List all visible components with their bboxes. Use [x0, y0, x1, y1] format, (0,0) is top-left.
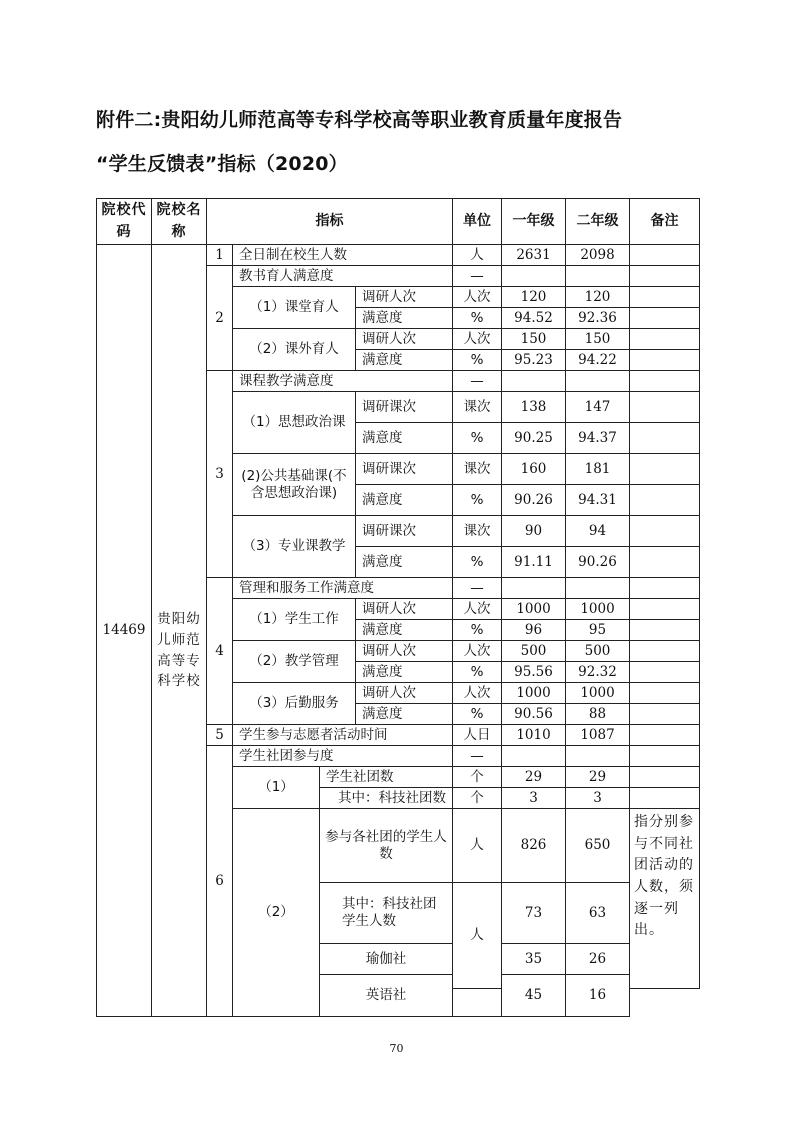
- year2-value: 3: [566, 788, 630, 809]
- year2-value: 500: [566, 641, 630, 662]
- year2-value: 90.26: [566, 547, 630, 578]
- metric-label: 调研人次: [356, 329, 453, 350]
- school-code: 14469: [97, 245, 152, 1017]
- unit-cell: 课次: [453, 392, 502, 423]
- year1-value: 90.26: [502, 485, 566, 516]
- year2-value: 63: [566, 883, 630, 944]
- metric-label: 满意度: [356, 620, 453, 641]
- year1-value: 150: [502, 329, 566, 350]
- metric-label: 调研课次: [356, 392, 453, 423]
- page-number: 70: [389, 1042, 404, 1055]
- table-row: [97, 245, 700, 266]
- unit-cell: —: [453, 266, 502, 287]
- year2-value: 29: [566, 767, 630, 788]
- section-number: 6: [207, 746, 233, 1017]
- year2-value: 1087: [566, 725, 630, 746]
- sub-indicator-label: （3）后勤服务: [233, 683, 356, 725]
- table-header-row: [97, 199, 700, 245]
- sub-indicator-label: （2）教学管理: [233, 641, 356, 683]
- year2-value: 92.36: [566, 308, 630, 329]
- year2-value: 1000: [566, 599, 630, 620]
- indicator-label: 学生社团参与度: [233, 746, 453, 767]
- year1-value: 160: [502, 454, 566, 485]
- year1-value: 2631: [502, 245, 566, 266]
- header-code: 院校代码: [97, 199, 152, 245]
- year1-value: 91.11: [502, 547, 566, 578]
- year1-value: 500: [502, 641, 566, 662]
- metric-label: 其中：科技社团数: [320, 788, 453, 809]
- unit-cell: —: [453, 746, 502, 767]
- metric-label: 其中：科技社团学生人数: [320, 883, 453, 944]
- sub-indicator-label: （1）学生工作: [233, 599, 356, 641]
- unit-cell: 人次: [453, 683, 502, 704]
- metric-label: 满意度: [356, 662, 453, 683]
- year2-value: 94: [566, 516, 630, 547]
- unit-cell: 个: [453, 767, 502, 788]
- metric-label: 英语社: [320, 975, 453, 1017]
- year2-value: 120: [566, 287, 630, 308]
- indicator-label: 学生参与志愿者活动时间: [233, 725, 453, 746]
- section-number: 2: [207, 266, 233, 371]
- year2-value: 650: [566, 809, 630, 883]
- metric-label: 调研课次: [356, 516, 453, 547]
- header-unit: 单位: [453, 199, 502, 245]
- year1-value: 35: [502, 944, 566, 975]
- year2-value: 94.31: [566, 485, 630, 516]
- year2-value: 150: [566, 329, 630, 350]
- metric-label: 满意度: [356, 350, 453, 371]
- metric-label: 调研人次: [356, 599, 453, 620]
- section-number: 4: [207, 578, 233, 725]
- indicator-label: 课程教学满意度: [233, 371, 453, 392]
- year1-value: 1000: [502, 683, 566, 704]
- header-year2: 二年级: [566, 199, 630, 245]
- remark-note: 指分别参与不同社团活动的人数，须逐一列出。: [630, 809, 700, 989]
- unit-cell: %: [453, 308, 502, 329]
- unit-cell: %: [453, 423, 502, 454]
- school-name: 贵阳幼儿师范高等专科学校: [152, 245, 207, 1017]
- sub-indicator-label: （1）思想政治课: [233, 392, 356, 454]
- sub-indicator-label: （1）课堂育人: [233, 287, 356, 329]
- unit-cell: 人: [453, 883, 502, 989]
- student-feedback-table: [96, 198, 700, 1017]
- sub-indicator-label: (2)公共基础课(不含思想政治课): [233, 454, 356, 516]
- header-remark: 备注: [630, 199, 700, 245]
- year1-value: 1010: [502, 725, 566, 746]
- report-subtitle: “学生反馈表”指标（2020）: [96, 153, 348, 175]
- sub-indicator-label: （3）专业课教学: [233, 516, 356, 578]
- unit-cell: 课次: [453, 516, 502, 547]
- year1-value: 90.25: [502, 423, 566, 454]
- unit-cell: 人: [453, 809, 502, 883]
- indicator-label: 全日制在校生人数: [233, 245, 453, 266]
- unit-cell: 人次: [453, 329, 502, 350]
- unit-cell: 课次: [453, 454, 502, 485]
- metric-label: 满意度: [356, 704, 453, 725]
- metric-label: 参与各社团的学生人数: [320, 809, 453, 883]
- header-indicator: 指标: [207, 199, 453, 245]
- year2-value: 26: [566, 944, 630, 975]
- unit-cell: %: [453, 547, 502, 578]
- year1-value: 90.56: [502, 704, 566, 725]
- section-number: 3: [207, 371, 233, 578]
- unit-cell: 人次: [453, 599, 502, 620]
- unit-cell: %: [453, 350, 502, 371]
- metric-label: 调研人次: [356, 641, 453, 662]
- unit-cell: —: [453, 578, 502, 599]
- sub-indicator-label: （1）: [233, 767, 320, 809]
- year1-value: 826: [502, 809, 566, 883]
- metric-label: 调研人次: [356, 287, 453, 308]
- unit-cell: %: [453, 485, 502, 516]
- year2-value: 1000: [566, 683, 630, 704]
- year2-value: 88: [566, 704, 630, 725]
- year1-value: 29: [502, 767, 566, 788]
- unit-cell: 个: [453, 788, 502, 809]
- metric-label: 满意度: [356, 423, 453, 454]
- year2-value: 92.32: [566, 662, 630, 683]
- indicator-label: 教书育人满意度: [233, 266, 453, 287]
- year2-value: 16: [566, 975, 630, 1017]
- metric-label: 满意度: [356, 547, 453, 578]
- remark-cell: [630, 245, 700, 266]
- year2-value: 95: [566, 620, 630, 641]
- section-number: 1: [207, 245, 233, 266]
- year1-value: 96: [502, 620, 566, 641]
- year1-value: 3: [502, 788, 566, 809]
- year1-value: 45: [502, 975, 566, 1017]
- unit-cell: %: [453, 704, 502, 725]
- metric-label: 满意度: [356, 308, 453, 329]
- sub-indicator-label: （2）课外育人: [233, 329, 356, 371]
- sub-indicator-label: （2）: [233, 809, 320, 1017]
- year2-value: 2098: [566, 245, 630, 266]
- metric-label: 瑜伽社: [320, 944, 453, 975]
- year1-value: 120: [502, 287, 566, 308]
- section-number: 5: [207, 725, 233, 746]
- year1-value: 95.56: [502, 662, 566, 683]
- unit-cell: %: [453, 620, 502, 641]
- unit-cell: %: [453, 662, 502, 683]
- year1-value: 95.23: [502, 350, 566, 371]
- year1-value: 94.52: [502, 308, 566, 329]
- unit-cell: 人次: [453, 641, 502, 662]
- header-year1: 一年级: [502, 199, 566, 245]
- year2-value: 94.37: [566, 423, 630, 454]
- metric-label: 学生社团数: [320, 767, 453, 788]
- year1-value: 138: [502, 392, 566, 423]
- unit-cell: 人次: [453, 287, 502, 308]
- year1-value: 1000: [502, 599, 566, 620]
- metric-label: 满意度: [356, 485, 453, 516]
- year1-value: 73: [502, 883, 566, 944]
- year1-value: 90: [502, 516, 566, 547]
- year2-value: 147: [566, 392, 630, 423]
- report-title: 附件二:贵阳幼儿师范高等专科学校高等职业教育质量年度报告: [96, 109, 623, 131]
- metric-label: 调研课次: [356, 454, 453, 485]
- unit-cell: —: [453, 371, 502, 392]
- unit-cell: 人: [453, 245, 502, 266]
- header-name: 院校名称: [152, 199, 207, 245]
- year2-value: 181: [566, 454, 630, 485]
- year2-value: 94.22: [566, 350, 630, 371]
- indicator-label: 管理和服务工作满意度: [233, 578, 453, 599]
- unit-cell: 人日: [453, 725, 502, 746]
- metric-label: 调研人次: [356, 683, 453, 704]
